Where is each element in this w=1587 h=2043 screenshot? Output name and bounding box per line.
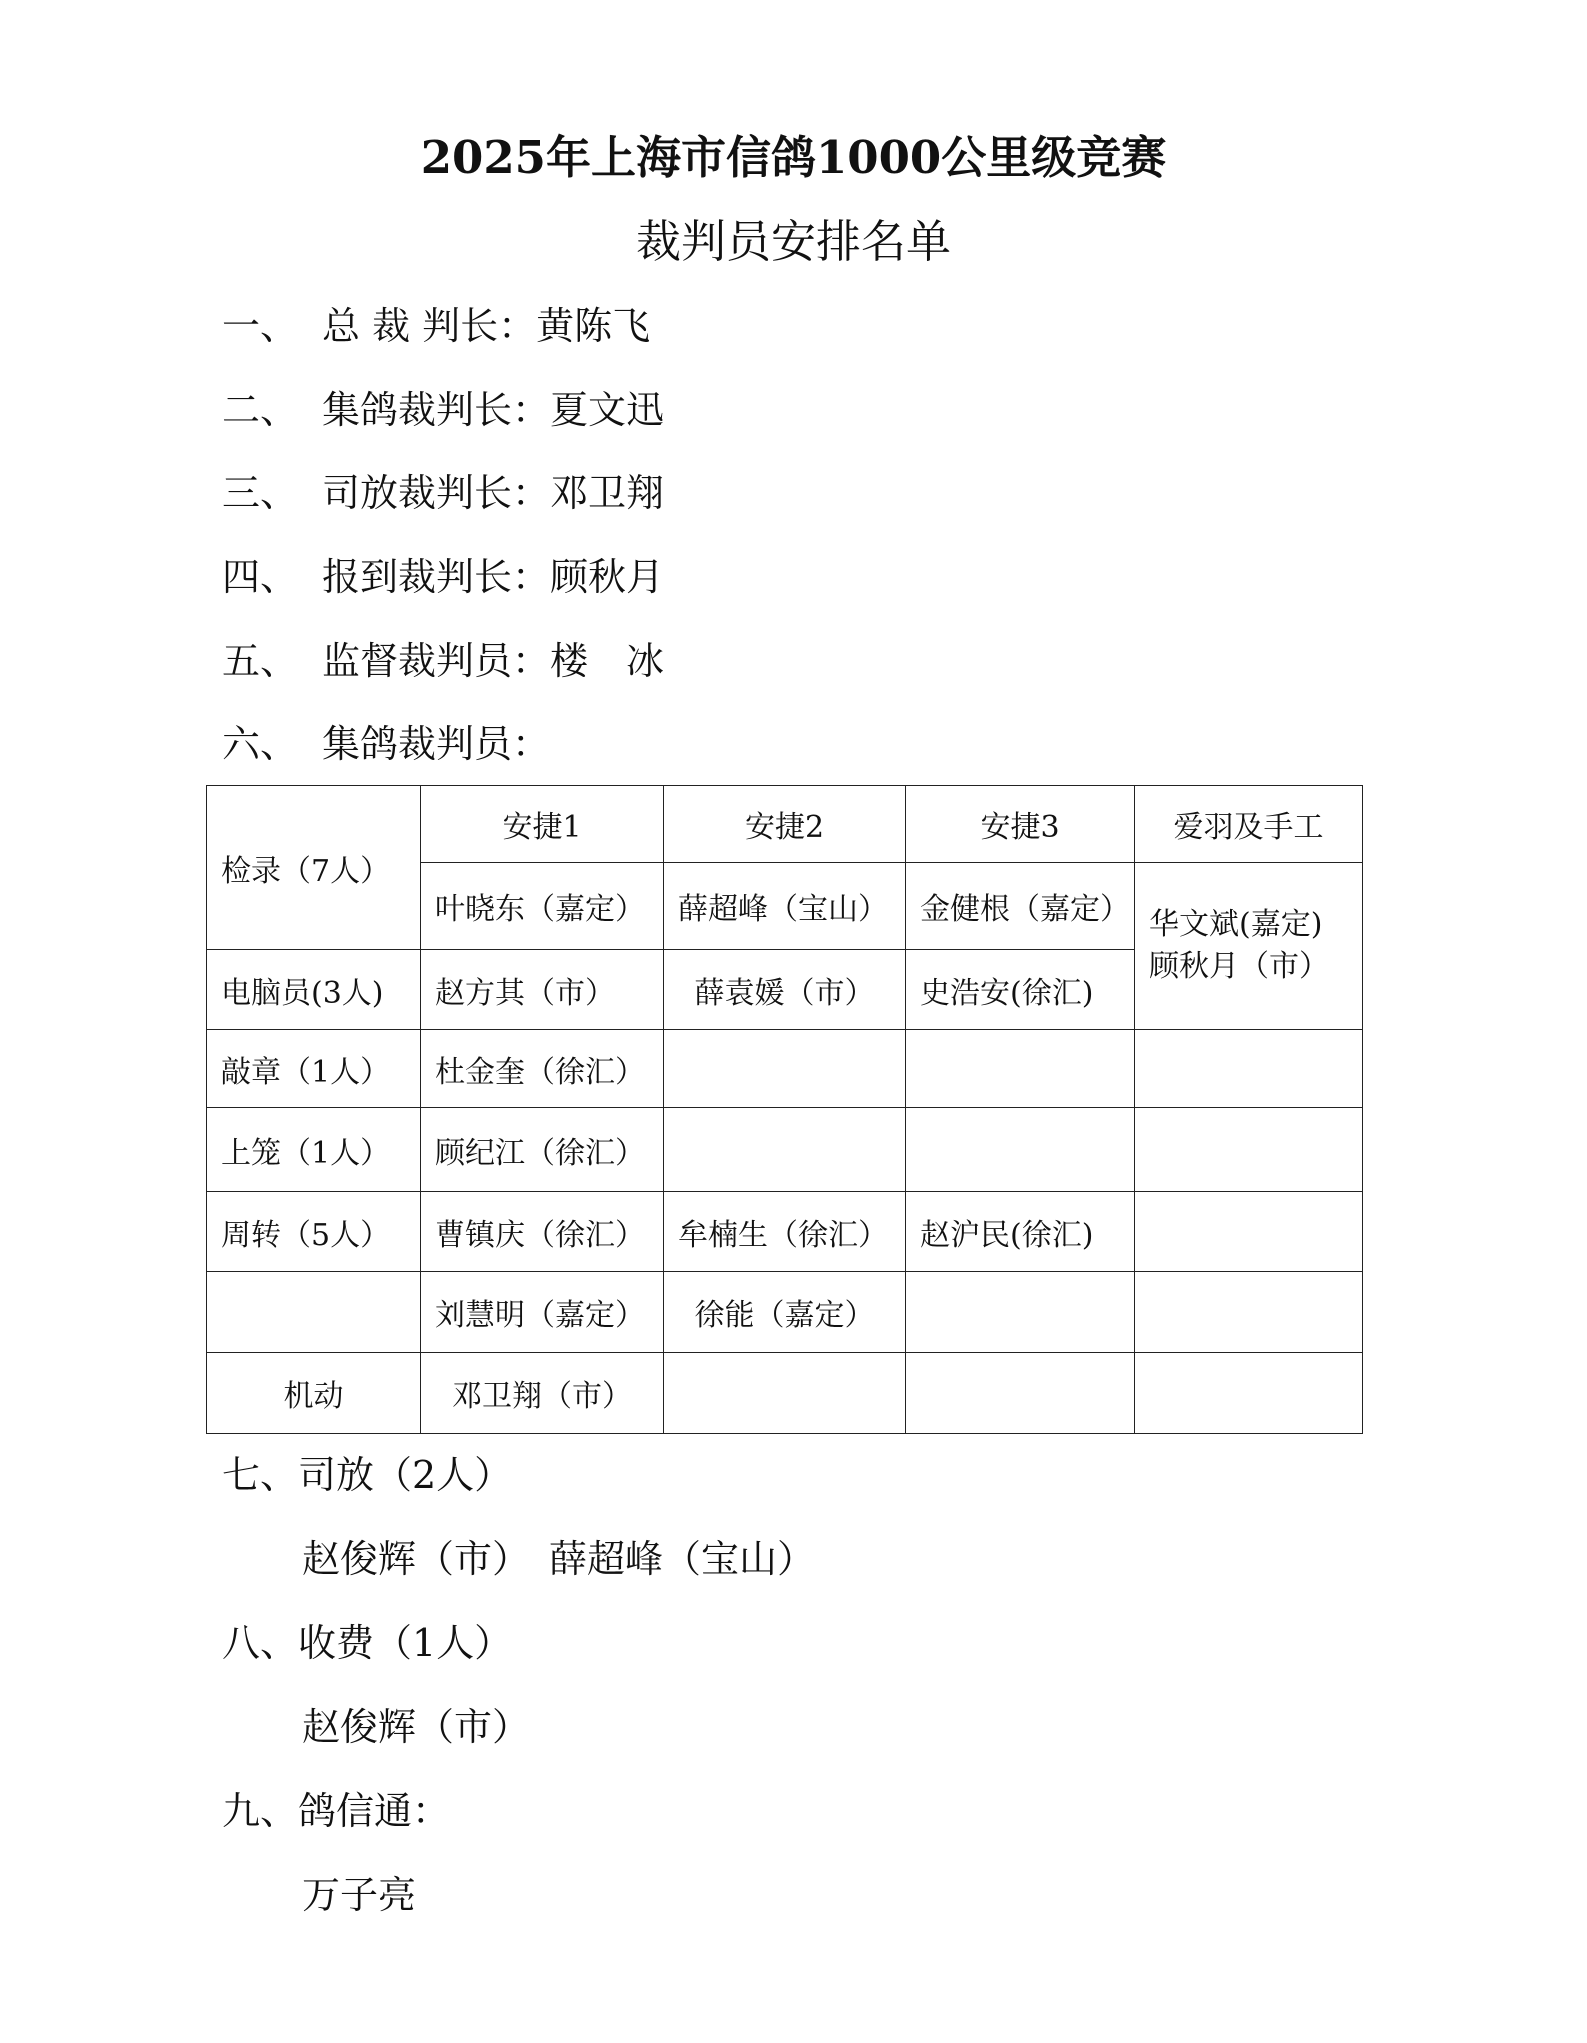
table-cell xyxy=(664,1030,906,1108)
row-label xyxy=(207,1272,421,1353)
table-row xyxy=(207,1108,1363,1192)
row-label: 周转（5人） xyxy=(207,1192,421,1272)
table-cell: 曹镇庆（徐汇） xyxy=(421,1192,664,1272)
item-person: 顾秋月 xyxy=(550,555,665,599)
table-cell xyxy=(1135,1030,1363,1108)
column-header: 安捷2 xyxy=(664,786,906,863)
row-label: 检录（7人） xyxy=(207,786,421,950)
item-registration-chief xyxy=(222,551,664,603)
table-cell xyxy=(664,1353,906,1434)
manual-cell xyxy=(1135,863,1363,1030)
table-row xyxy=(207,1192,1363,1272)
column-header: 爱羽及手工 xyxy=(1135,786,1363,863)
table-cell: 刘慧明（嘉定） xyxy=(421,1272,664,1353)
section-fees-names: 赵俊辉（市） xyxy=(302,1705,531,1749)
item-person: 夏文迅 xyxy=(550,388,665,432)
table-cell xyxy=(906,1272,1135,1353)
item-number: 二、 xyxy=(222,388,299,432)
item-role: 总 裁 判长： xyxy=(322,304,537,348)
table-cell: 金健根（嘉定） xyxy=(906,863,1135,950)
table-cell: 叶晓东（嘉定） xyxy=(421,863,664,950)
item-number: 五、 xyxy=(222,639,299,683)
table-cell xyxy=(1135,1353,1363,1434)
item-role: 司放裁判长： xyxy=(322,471,551,515)
item-person: 楼 冰 xyxy=(550,639,665,683)
table-cell: 薛超峰（宝山） xyxy=(664,863,906,950)
item-person: 黄陈飞 xyxy=(536,304,651,348)
row-label: 电脑员(3人) xyxy=(207,950,421,1030)
row-label: 上笼（1人） xyxy=(207,1108,421,1192)
table-cell xyxy=(906,1353,1135,1434)
section-fees-heading: 八、收费（1人） xyxy=(222,1621,513,1665)
section-gexintong-names: 万子亮 xyxy=(302,1873,417,1917)
section-gexintong-heading: 九、鸽信通： xyxy=(222,1789,451,1833)
table-cell: 顾纪江（徐汇） xyxy=(421,1108,664,1192)
manual-name: 华文斌(嘉定) xyxy=(1149,907,1323,942)
item-role: 报到裁判长： xyxy=(322,555,551,599)
table-cell xyxy=(906,1030,1135,1108)
table-cell: 薛袁媛（市） xyxy=(664,950,906,1030)
table-row xyxy=(207,1030,1363,1108)
item-number: 三、 xyxy=(222,471,299,515)
item-number: 一、 xyxy=(222,304,299,348)
table-cell: 史浩安(徐汇) xyxy=(906,950,1135,1030)
table-cell xyxy=(664,1108,906,1192)
table-cell: 赵沪民(徐汇) xyxy=(906,1192,1135,1272)
item-person: 邓卫翔 xyxy=(550,471,665,515)
section-release-names: 赵俊辉（市） 薛超峰（宝山） xyxy=(302,1537,816,1581)
item-role: 集鸽裁判长： xyxy=(322,388,551,432)
table-cell xyxy=(1135,1192,1363,1272)
table-cell xyxy=(1135,1272,1363,1353)
item-collection-chief xyxy=(222,384,664,436)
document-title: 2025年上海市信鸽1000公里级竞赛 xyxy=(420,131,1167,184)
table-cell: 杜金奎（徐汇） xyxy=(421,1030,664,1108)
item-role: 集鸽裁判员： xyxy=(322,722,551,766)
table-cell: 邓卫翔（市） xyxy=(421,1353,664,1434)
item-role: 监督裁判员： xyxy=(322,639,551,683)
table-cell xyxy=(1135,1108,1363,1192)
table-header-row xyxy=(207,786,1363,863)
manual-name: 顾秋月（市） xyxy=(1149,949,1329,984)
table-row xyxy=(207,1272,1363,1353)
referee-table xyxy=(206,785,1363,1434)
row-label: 机动 xyxy=(207,1353,421,1434)
column-header: 安捷3 xyxy=(906,786,1135,863)
item-number: 四、 xyxy=(222,555,299,599)
table-cell: 徐能（嘉定） xyxy=(664,1272,906,1353)
item-number: 六、 xyxy=(222,722,299,766)
item-release-chief xyxy=(222,467,664,519)
table-cell xyxy=(906,1108,1135,1192)
item-collection-referees xyxy=(222,718,550,770)
section-release-heading: 七、司放（2人） xyxy=(222,1453,513,1497)
table-cell: 赵方其（市） xyxy=(421,950,664,1030)
table-row xyxy=(207,1353,1363,1434)
column-header: 安捷1 xyxy=(421,786,664,863)
row-label: 敲章（1人） xyxy=(207,1030,421,1108)
table-cell: 牟楠生（徐汇） xyxy=(664,1192,906,1272)
item-supervisor xyxy=(222,635,664,687)
item-chief-referee xyxy=(222,300,650,352)
document-subtitle: 裁判员安排名单 xyxy=(635,215,951,268)
